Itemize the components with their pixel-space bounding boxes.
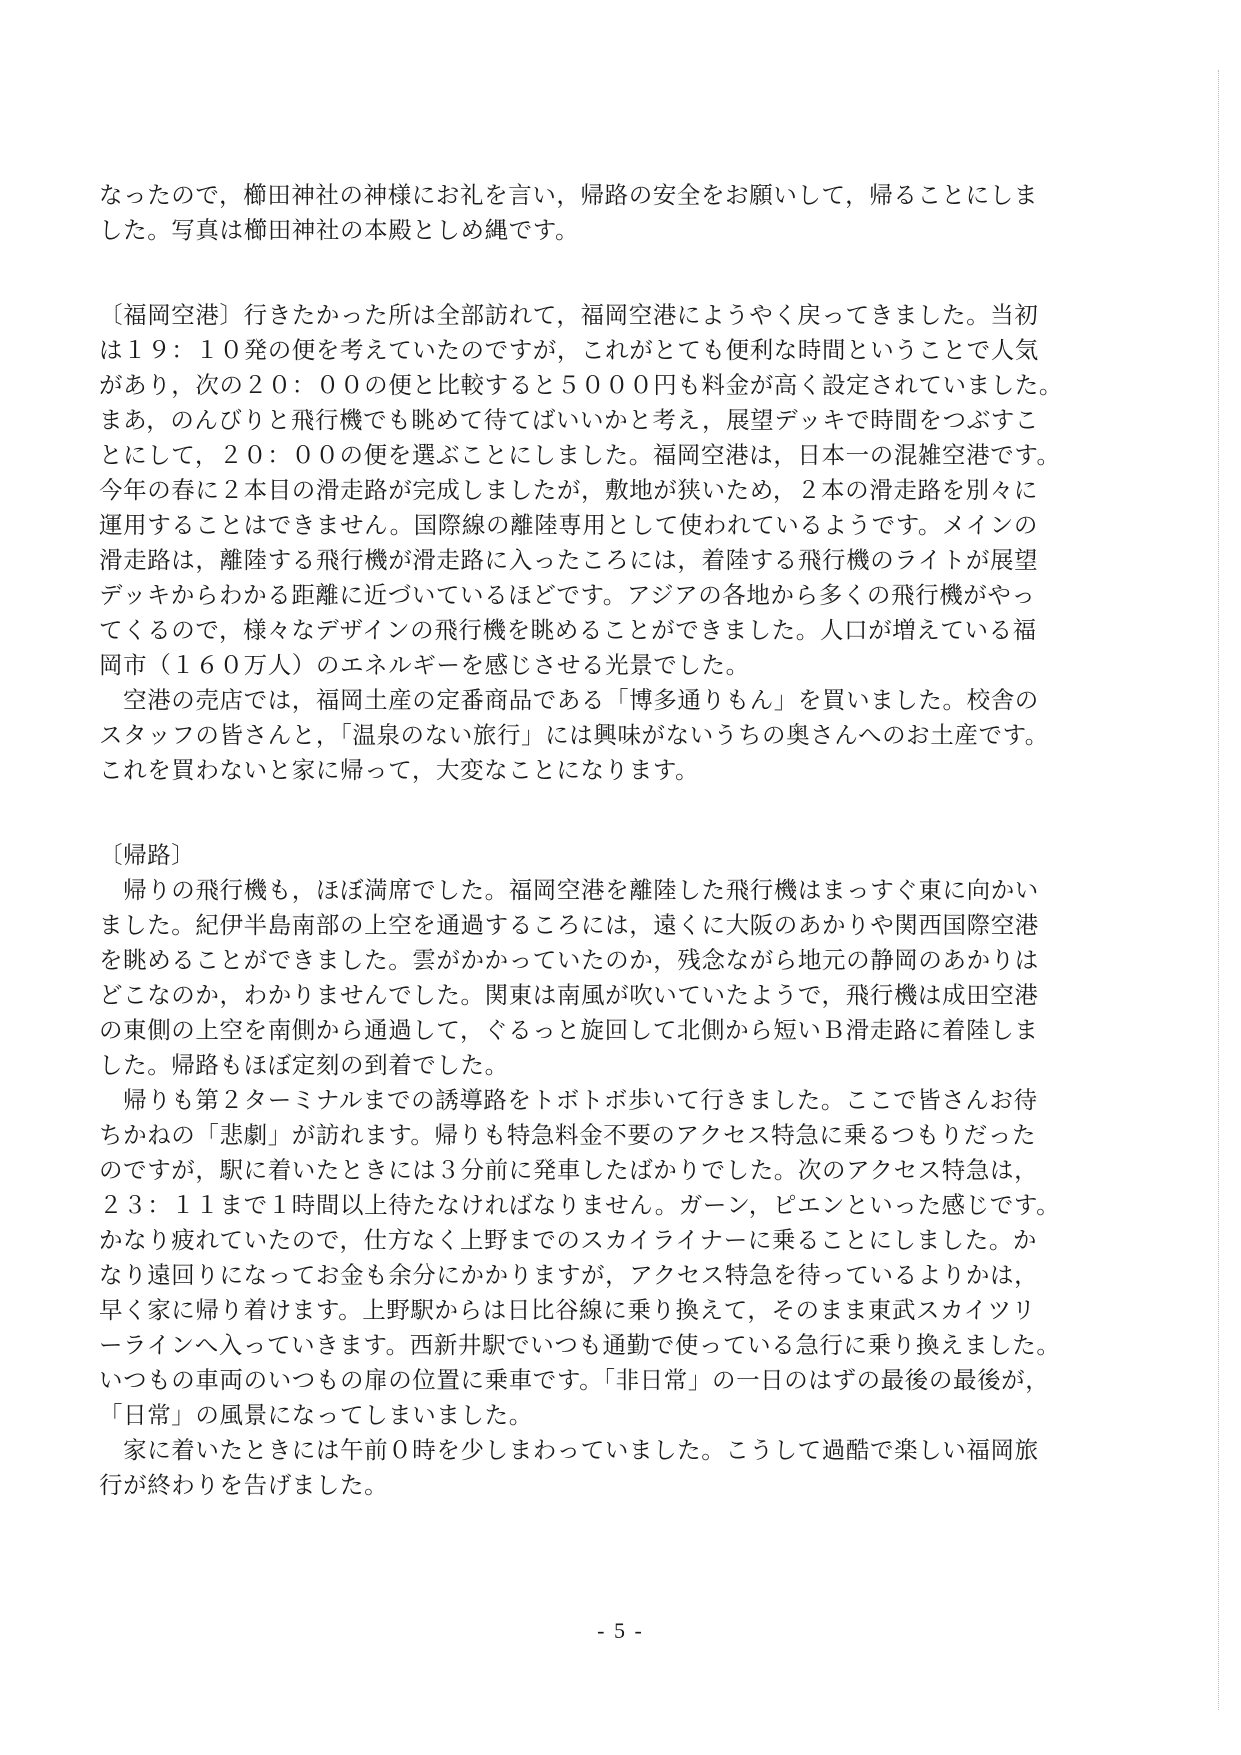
text-line: 「日常」の風景になってしまいました。 <box>99 1401 533 1429</box>
text-line: の東側の上空を南側から通過して，ぐるっと旋回して北側から短いＢ滑走路に着陸しま <box>99 1016 1039 1044</box>
text-line: これを買わないと家に帰って，大変なことになります。 <box>99 756 700 784</box>
text-line: 帰りも第２ターミナルまでの誘導路をトボトボ歩いて行きました。ここで皆さんお待 <box>99 1086 1038 1114</box>
scan-edge-line <box>1218 70 1220 1710</box>
paragraph-kushida-shrine <box>99 178 1159 248</box>
section-fukuoka-airport <box>99 298 1159 788</box>
text-line: スタッフの皆さんと，「温泉のない旅行」には興味がないうちの奥さんへのお土産です。 <box>99 721 1049 749</box>
text-line: があり，次の２０：００の便と比較すると５０００円も料金が高く設定されていました。 <box>99 371 1063 399</box>
text-line: 家に着いたときには午前０時を少しまわっていました。こうして過酷で楽しい福岡旅 <box>99 1436 1039 1464</box>
text-line: 滑走路は，離陸する飛行機が滑走路に入ったころには，着陸する飛行機のライトが展望 <box>99 546 1039 574</box>
paragraph-gap <box>99 788 1159 838</box>
text-line: 早く家に帰り着けます。上野駅からは日比谷線に乗り換えて，そのまま東武スカイツリ <box>99 1296 1036 1324</box>
text-line: なったので，櫛田神社の神様にお礼を言い，帰路の安全をお願いして，帰ることにしま <box>99 181 1038 209</box>
text-line: どこなのか，わかりませんでした。関東は南風が吹いていたようで，飛行機は成田空港 <box>99 981 1039 1009</box>
page-number: - 5 - <box>597 1618 644 1643</box>
text-line: のですが，駅に着いたときには３分前に発車したばかりでした。次のアクセス特急は， <box>99 1156 1039 1184</box>
text-line: てくるので，様々なデザインの飛行機を眺めることができました。人口が増えている福 <box>99 616 1037 644</box>
section-heading: 〔帰路〕 <box>99 841 196 869</box>
text-line: 〔福岡空港〕行きたかった所は全部訪れて，福岡空港にようやく戻ってきました。当初 <box>99 301 1039 329</box>
section-return-trip <box>99 838 1159 1503</box>
text-line: は１９：１０発の便を考えていたのですが，これがとても便利な時間ということで人気 <box>99 336 1039 364</box>
text-line: いつもの車両のいつもの扉の位置に乗車です。「非日常」の一日のはずの最後の最後が， <box>99 1366 1050 1394</box>
text-line: を眺めることができました。雲がかかっていたのか，残念ながら地元の静岡のあかりは <box>99 946 1039 974</box>
text-line: した。帰路もほぼ定刻の到着でした。 <box>99 1051 509 1079</box>
text-line: 今年の春に２本目の滑走路が完成しましたが，敷地が狭いため，２本の滑走路を別々に <box>99 476 1038 504</box>
text-line: ２３：１１まで１時間以上待たなければなりません。ガーン，ピエンといった感じです。 <box>99 1191 1061 1219</box>
paragraph-gap <box>99 248 1159 298</box>
text-line: まあ，のんびりと飛行機でも眺めて待てばいいかと考え，展望デッキで時間をつぶすこ <box>99 406 1039 434</box>
text-line: デッキからわかる距離に近づいているほどです。アジアの各地から多くの飛行機がやっ <box>99 581 1036 609</box>
text-line: 岡市（１６０万人）のエネルギーを感じさせる光景でした。 <box>99 651 750 679</box>
text-line: ちかねの「悲劇」が訪れます。帰りも特急料金不要のアクセス特急に乗るつもりだった <box>99 1121 1037 1149</box>
text-line: 行が終わりを告げました。 <box>99 1471 389 1499</box>
text-line: 空港の売店では，福岡土産の定番商品である「博多通りもん」を買いました。校舎の <box>99 686 1039 714</box>
text-line: とにして，２０：００の便を選ぶことにしました。福岡空港は，日本一の混雑空港です。 <box>99 441 1061 469</box>
text-line: なり遠回りになってお金も余分にかかりますが，アクセス特急を待っているよりかは， <box>99 1261 1039 1289</box>
text-line: した。写真は櫛田神社の本殿としめ縄です。 <box>99 216 580 244</box>
body-text <box>99 178 1159 1503</box>
text-line: かなり疲れていたので，仕方なく上野までのスカイライナーに乗ることにしました。か <box>99 1226 1038 1254</box>
text-line: ーラインへ入っていきます。西新井駅でいつも通勤で使っている急行に乗り換えました。 <box>99 1331 1061 1359</box>
text-line: 帰りの飛行機も，ほぼ満席でした。福岡空港を離陸した飛行機はまっすぐ東に向かい <box>99 876 1039 904</box>
text-line: 運用することはできません。国際線の離陸専用として使われているようです。メインの <box>99 511 1038 539</box>
text-line: ました。紀伊半島南部の上空を通過するころには，遠くに大阪のあかりや関西国際空港 <box>99 911 1039 939</box>
